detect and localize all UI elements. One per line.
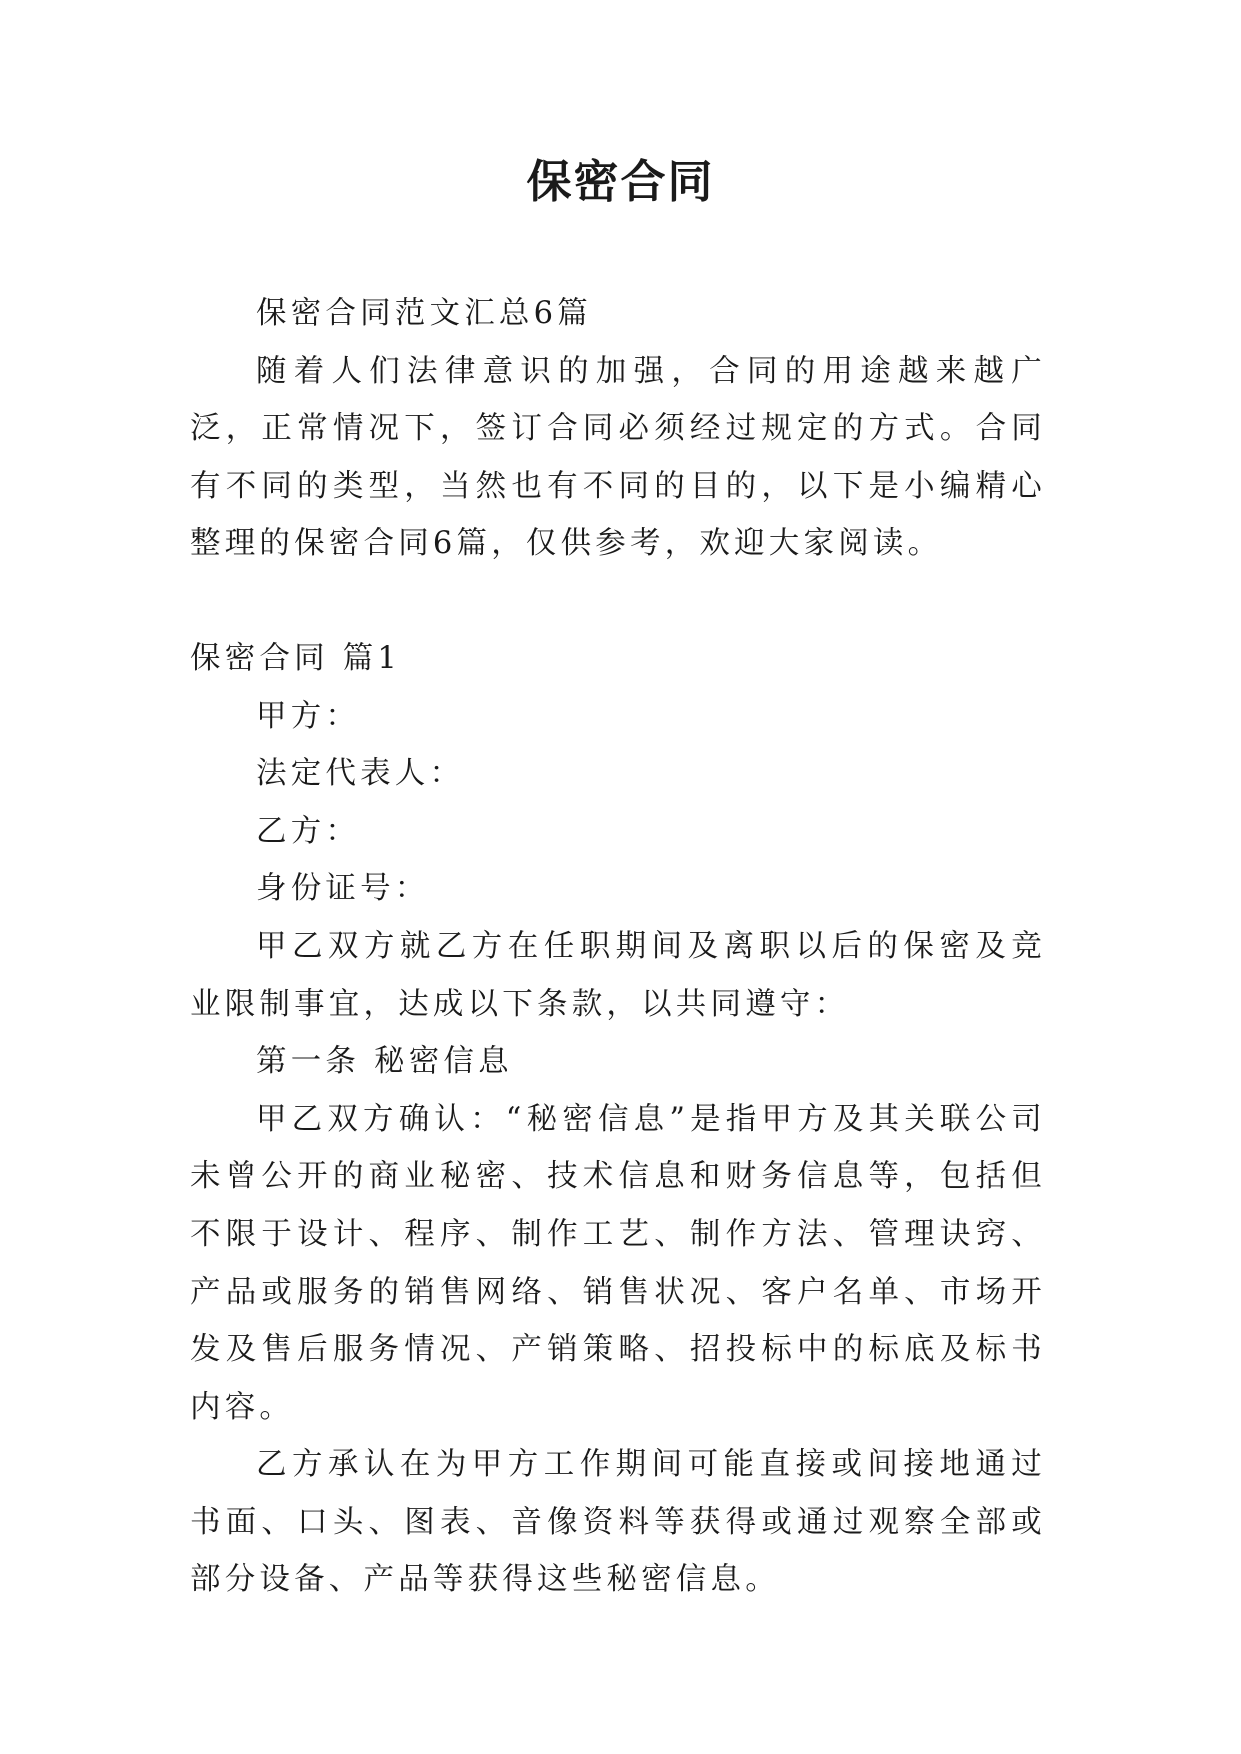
document-body <box>190 285 1046 1609</box>
document-title: 保密合同 <box>526 155 715 208</box>
party-a-line: 甲方： <box>256 698 361 734</box>
intro-paragraph: 随着人们法律意识的加强，合同的用途越来越广泛，正常情况下，签订合同必须经过规定的方式。合同有不同的类型，当然也有不同的目的，以下是小编精心整理的保密合同6篇，仅供参考，欢迎大家阅读。 <box>190 353 1046 562</box>
legal-rep-line: 法定代表人： <box>256 756 465 792</box>
agreement-paragraph: 甲乙双方就乙方在任职期间及离职以后的保密及竞业限制事宜，达成以下条款，以共同遵守： <box>190 928 1046 1022</box>
party-b-line: 乙方： <box>256 813 361 849</box>
article1-heading: 第一条 秘密信息 <box>256 1044 513 1080</box>
section-heading: 保密合同 篇1 <box>190 640 401 676</box>
id-number-line: 身份证号： <box>256 871 430 907</box>
article1-paragraph-2: 乙方承认在为甲方工作期间可能直接或间接地通过书面、口头、图表、音像资料等获得或通过观察全部或部分设备、产品等获得这些秘密信息。 <box>190 1447 1046 1598</box>
subtitle: 保密合同范文汇总6篇 <box>256 296 592 331</box>
spacer <box>190 573 1046 630</box>
article1-paragraph-1: 甲乙双方确认：“秘密信息”是指甲方及其关联公司未曾公开的商业秘密、技术信息和财务信息等，包括但不限于设计、程序、制作工艺、制作方法、管理诀窍、产品或服务的销售网络、销售状况、客户名单、市场开发及售后服务情况、产销策略、招投标中的标底及标书内容。 <box>190 1101 1046 1425</box>
